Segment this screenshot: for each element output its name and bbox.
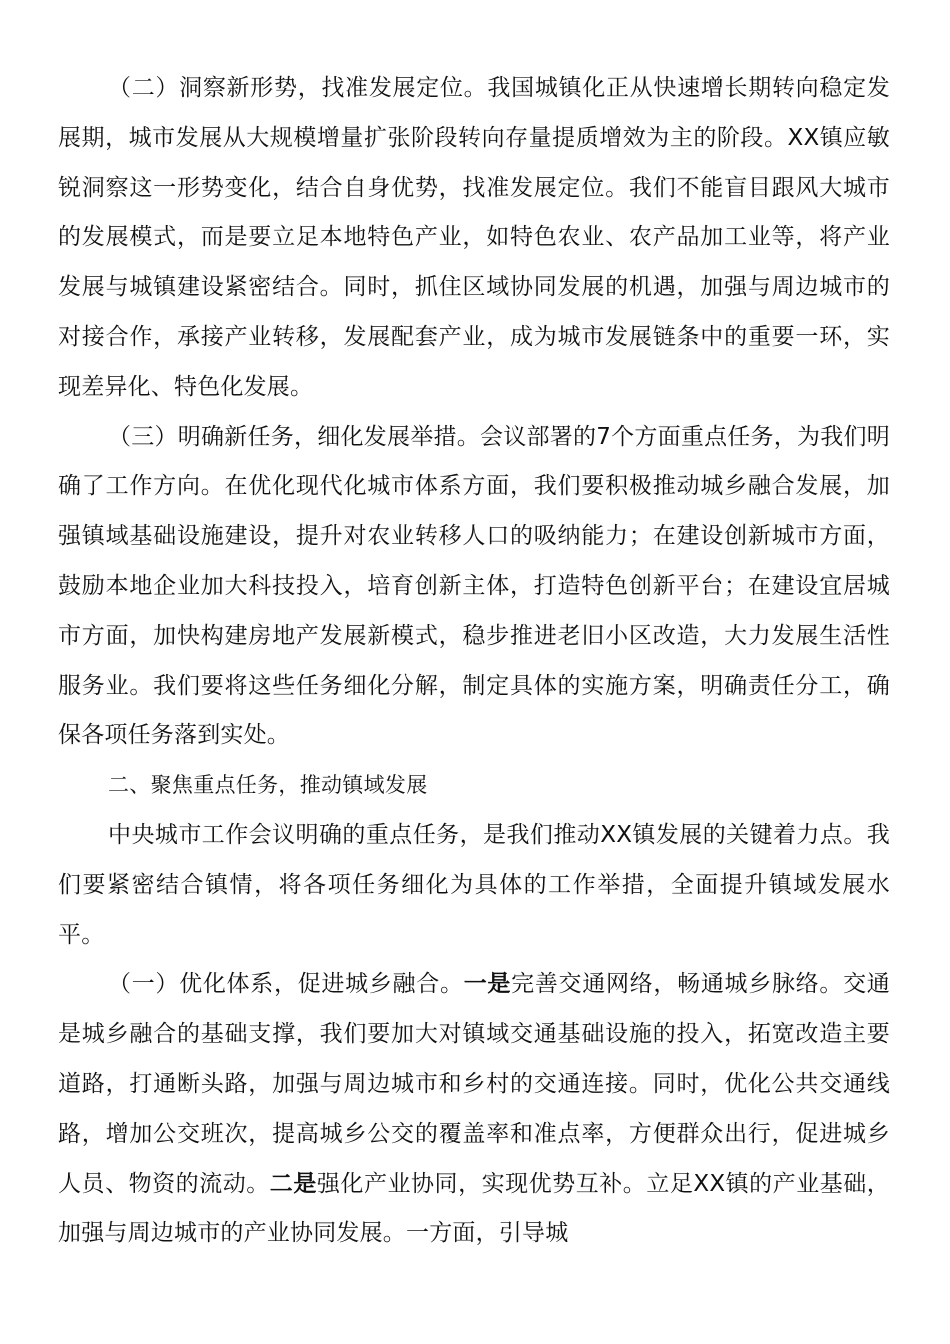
paragraph-tasks-measures: （三）明确新任务，细化发展举措。会议部署的7个方面重点任务，为我们明确了工作方向。在优化现代化城市体系方面，我们要积极推动城乡融合发展，加强镇域基础设施建设，提升对农业转移人口的吸纳能力；在建设创新城市方面，鼓励本地企业加大科技投入，培育创新主体，打造特色创新平台；在建设宜居城市方面，加快构建房地产发展新模式，稳步推进老旧小区改造，大力发展生活性服务业。我们要将这些任务细化分解，制定具体的实施方案，明确责任分工，确保各项任务落到实处。 (58, 423, 890, 749)
lead-marker-second: 二是 (269, 1170, 317, 1197)
paragraph-insight-positioning: （二）洞察新形势，找准发展定位。我国城镇化正从快速增长期转向稳定发展期，城市发展从大规模增量扩张阶段转向存量提质增效为主的阶段。XX镇应敏锐洞察这一形势变化，结合自身优势，找准发展定位。我们不能盲目跟风大城市的发展模式，而是要立足本地特色产业，如特色农业、农产品加工业等，将产业发展与城镇建设紧密结合。同时，抓住区域协同发展的机遇，加强与周边城市的对接合作，承接产业转移，发展配套产业，成为城市发展链条中的重要一环，实现差异化、特色化发展。 (58, 75, 890, 400)
lead-marker-first: 一是 (463, 971, 512, 998)
paragraph-urban-rural-integration (58, 960, 890, 1259)
document-page (58, 64, 890, 1259)
paragraph-text-transport: 完善交通网络，畅通城乡脉络。交通是城乡融合的基础支撑，我们要加大对镇域交通基础设施的投入，拓宽改造主要道路，打通断头路，加强与周边城市和乡村的交通连接。同时，优化公共交通线路，增加公交班次，提高城乡公交的覆盖率和准点率，方便群众出行，促进城乡人员、物资的流动。 (58, 971, 891, 1197)
section-heading-2: 二、聚焦重点任务，推动镇域发展 (108, 773, 428, 798)
paragraph-text-industry: 强化产业协同，实现优势互补。立足XX镇的产业基础，加强与周边城市的产业协同发展。一方面，引导城 (58, 1170, 891, 1247)
paragraph-subtitle: （一）优化体系，促进城乡融合。 (108, 971, 464, 998)
paragraph-section-intro: 中央城市工作会议明确的重点任务，是我们推动XX镇发展的关键着力点。我们要紧密结合镇情，将各项任务细化为具体的工作举措，全面提升镇域发展水平。 (58, 821, 890, 948)
